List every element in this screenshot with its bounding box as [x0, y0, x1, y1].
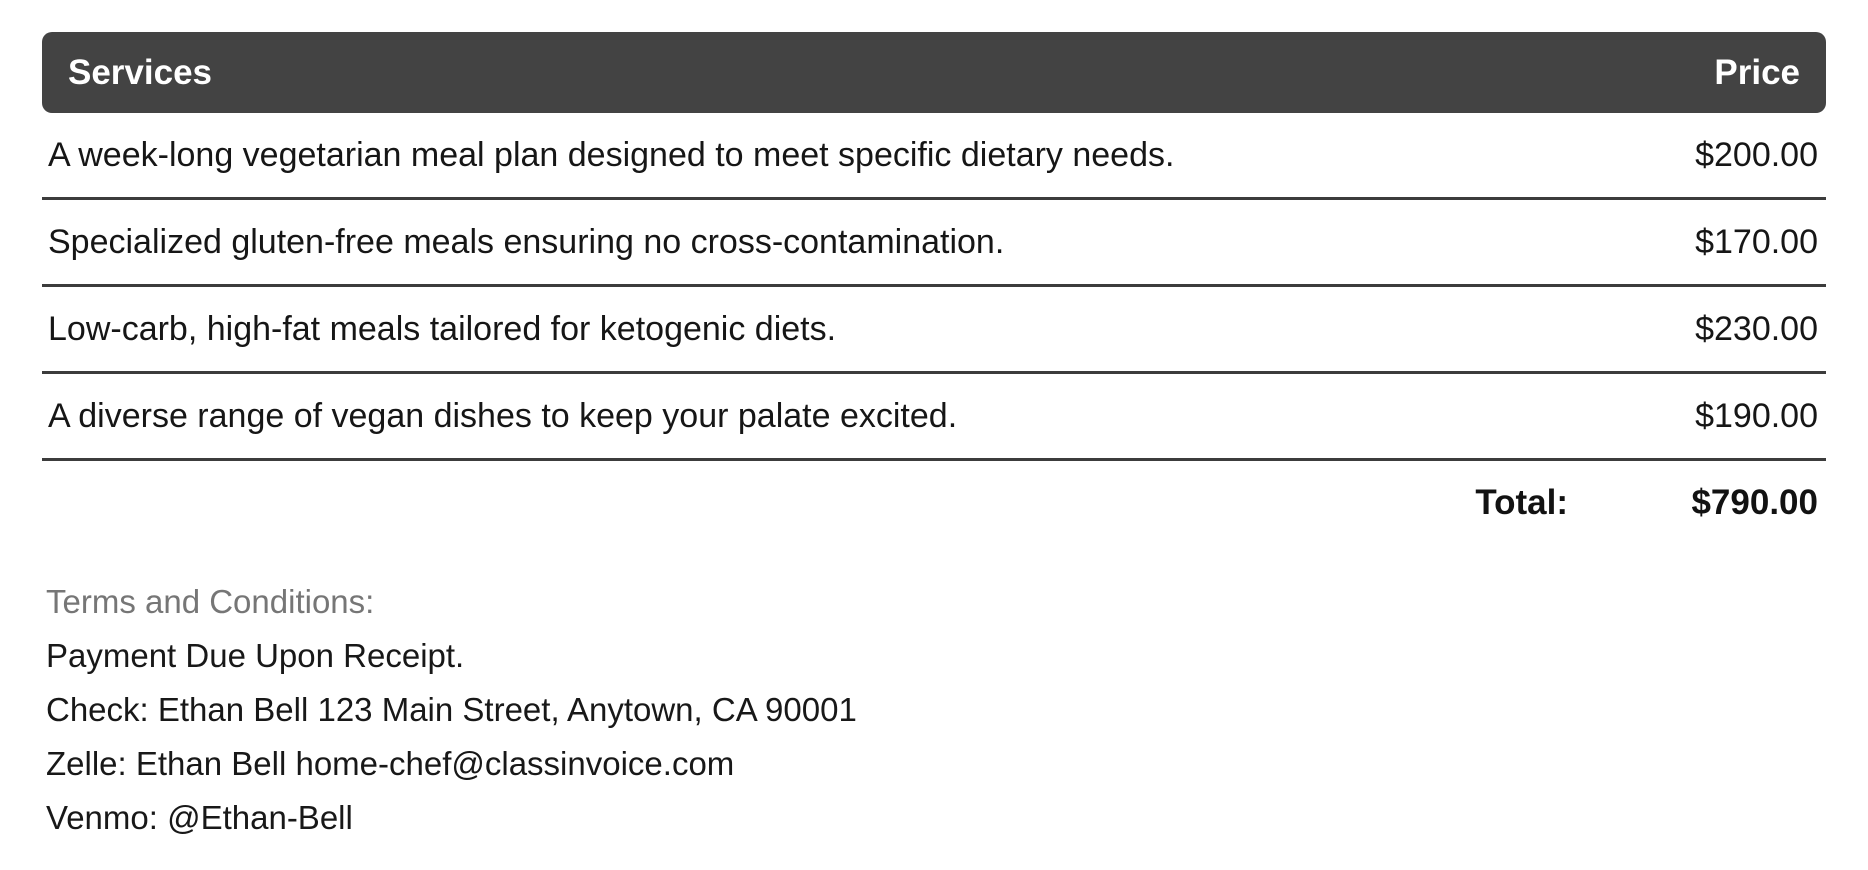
services-table [42, 32, 1826, 545]
terms-heading: Terms and Conditions: [46, 583, 375, 620]
terms-line-zelle: Zelle: Ethan Bell home-chef@classinvoice.com [46, 745, 735, 782]
service-description: A week-long vegetarian meal plan designed to meet specific dietary needs. [48, 135, 1175, 174]
total-label: Total: [1475, 483, 1568, 522]
table-row [42, 200, 1826, 287]
total-row [42, 461, 1826, 545]
service-description: Specialized gluten-free meals ensuring no cross-contamination. [48, 222, 1005, 261]
services-column-header: Services [68, 52, 213, 92]
service-description: Low-carb, high-fat meals tailored for ketogenic diets. [48, 309, 837, 348]
terms-line-venmo: Venmo: @Ethan-Bell [46, 799, 353, 836]
table-header-row [42, 32, 1826, 113]
service-price: $170.00 [1695, 222, 1818, 261]
table-row [42, 374, 1826, 461]
service-price: $230.00 [1695, 309, 1818, 348]
total-value: $790.00 [1691, 483, 1818, 522]
table-row [42, 113, 1826, 200]
terms-section [42, 575, 1826, 845]
table-row [42, 287, 1826, 374]
service-price: $200.00 [1695, 135, 1818, 174]
price-column-header: Price [1714, 52, 1800, 92]
service-price: $190.00 [1695, 396, 1818, 435]
service-description: A diverse range of vegan dishes to keep your palate excited. [48, 396, 958, 435]
terms-line-payment-due: Payment Due Upon Receipt. [46, 637, 465, 674]
terms-line-check: Check: Ethan Bell 123 Main Street, Anytown, CA 90001 [46, 691, 857, 728]
